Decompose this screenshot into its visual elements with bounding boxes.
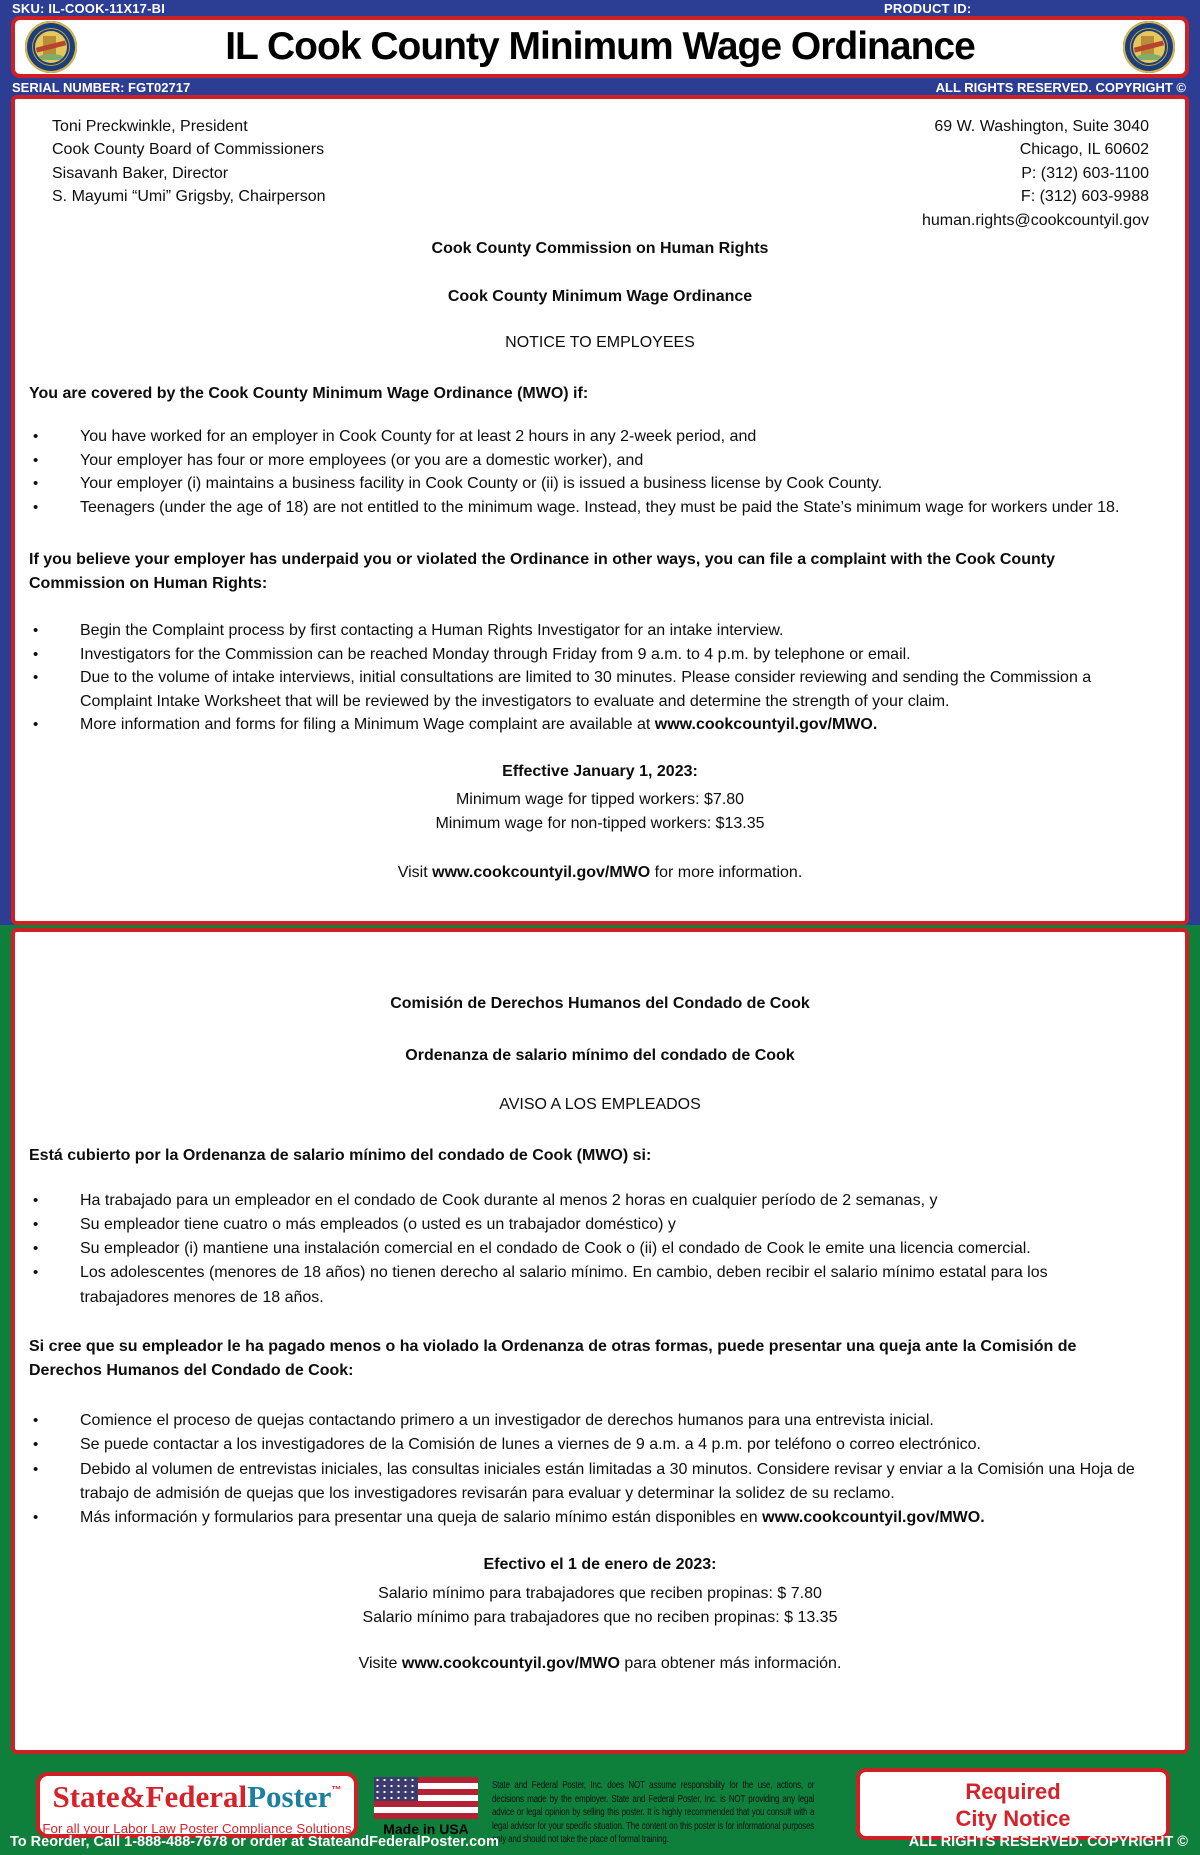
non-tipped-wage-line: Minimum wage for non-tipped workers: $13.35 [435, 814, 765, 832]
notice-heading-es: AVISO A LOS EMPLEADOS [499, 1096, 701, 1113]
mwo-url-text: www.cookcountyil.gov/MWO. [762, 1508, 985, 1526]
fax-line: F: (312) 603-9988 [1020, 188, 1149, 206]
list-item: • Su empleador tiene cuatro o más empleados (o usted es un trabajador doméstico) y [15, 1213, 1135, 1237]
address-block [922, 115, 1149, 232]
list-item: • Your employer has four or more employees (or you are a domestic worker), and [15, 449, 1135, 473]
product-id-label: PRODUCT ID: [884, 1, 972, 16]
list-item: • Investigators for the Commission can be reached Monday through Friday from 9 a.m. to 4 p.m. by telephone or email. [15, 643, 1135, 667]
mwo-url-text: www.cookcountyil.gov/MWO [401, 1654, 620, 1672]
tipped-wage-line-es: Salario mínimo para trabajadores que reciben propinas: $ 7.80 [378, 1584, 822, 1602]
list-item: • Your employer (i) maintains a business facility in Cook County or (ii) is issued a business license by Cook County. [15, 472, 1135, 496]
poster-title: IL Cook County Minimum Wage Ordinance [225, 24, 975, 68]
list-item: • You have worked for an employer in Cook County for at least 2 hours in any 2-week period, and [15, 425, 1135, 449]
notice-heading: NOTICE TO EMPLOYEES [505, 334, 695, 352]
brand-wordmark [40, 1781, 354, 1820]
seal-shape [43, 36, 56, 56]
top-bar [0, 0, 1200, 16]
mwo-url-text: www.cookcountyil.gov/MWO [432, 864, 651, 882]
visit-line-es [15, 1652, 1185, 1677]
address-line: 69 W. Washington, Suite 3040 [934, 118, 1149, 135]
address-line: Chicago, IL 60602 [1019, 141, 1149, 159]
covered-list [15, 425, 1185, 519]
cook-county-seal-icon [25, 21, 77, 73]
covered-intro-es: Está cubierto por la Ordenanza de salario mínimo del condado de Cook (MWO) si: [29, 1146, 652, 1164]
required-notice-line2: City Notice [955, 1806, 1071, 1831]
commission-heading: Cook County Commission on Human Rights [431, 240, 769, 258]
serial-number: SERIAL NUMBER: FGT02717 [12, 80, 191, 95]
flag-canton [374, 1777, 418, 1801]
us-flag-icon [374, 1777, 478, 1819]
visit-suffix: for more information. [650, 864, 803, 882]
sku-label: SKU: IL-COOK-11X17-BI [12, 1, 166, 16]
rights-reserved-top: ALL RIGHTS RESERVED. COPYRIGHT © [935, 80, 1186, 95]
visit-prefix: Visite [358, 1654, 402, 1672]
phone-line: P: (312) 603-1100 [1021, 164, 1149, 182]
officials-list [52, 115, 326, 232]
complaint-intro-es: Si cree que su empleador le ha pagado menos o ha violado la Ordenanza de otras formas, puede presentar una queja ante la Comisión de Derechos Humanos del Condado de Cook: [29, 1337, 1077, 1379]
mwo-url-text: www.cookcountyil.gov/MWO. [654, 716, 878, 734]
list-item: • Comience el proceso de quejas contactando primero a un investigador de derechos humanos para una entrevista inicial. [15, 1409, 1135, 1433]
covered-intro: You are covered by the Cook County Minimum Wage Ordinance (MWO) if: [29, 384, 589, 402]
list-item [15, 1506, 1135, 1530]
list-item: • Los adolescentes (menores de 18 años) no tienen derecho al salario mínimo. En cambio, deben recibir el salario mínimo estatal para los trabajadores menores de 18 años. [15, 1261, 1135, 1309]
email-line: human.rights@cookcountyil.gov [921, 211, 1149, 229]
list-item: • Teenagers (under the age of 18) are not entitled to the minimum wage. Instead, they must be paid the State’s minimum wage for workers under 18. [15, 496, 1135, 520]
list-item: • Su empleador (i) mantiene una instalación comercial en el condado de Cook o (ii) el condado de Cook le emite una licencia comercial. [15, 1237, 1135, 1261]
tipped-wage-line: Minimum wage for tipped workers: $7.80 [455, 791, 745, 809]
commission-heading-es: Comisión de Derechos Humanos del Condado de Cook [390, 995, 810, 1012]
made-in-usa-badge [371, 1777, 481, 1837]
visit-suffix: para obtener más información. [619, 1654, 842, 1672]
complaint-list-es [15, 1409, 1185, 1530]
official-line: Sisavanh Baker, Director [52, 164, 229, 182]
non-tipped-wage-line-es: Salario mínimo para trabajadores que no reciben propinas: $ 13.35 [362, 1609, 838, 1627]
required-city-notice-badge [856, 1768, 1170, 1840]
spanish-panel [11, 928, 1189, 1754]
official-line: S. Mayumi “Umi” Grigsby, Chairperson [52, 188, 326, 206]
effective-date-heading-es: Efectivo el 1 de enero de 2023: [483, 1556, 717, 1574]
brand-part-state-federal: State&Federal [52, 1779, 248, 1814]
list-item: • Begin the Complaint process by first contacting a Human Rights Investigator for an intake interview. [15, 619, 1135, 643]
ordinance-heading: Cook County Minimum Wage Ordinance [447, 287, 753, 305]
visit-prefix: Visit [397, 864, 433, 882]
ordinance-heading-es: Ordenanza de salario mínimo del condado de Cook [405, 1046, 795, 1064]
complaint-intro: If you believe your employer has underpaid you or violated the Ordinance in other ways, you can file a complaint with the Cook County Commission on Human Rights: [29, 551, 1055, 592]
required-notice-line1: Required [965, 1779, 1061, 1804]
complaint-list [15, 619, 1185, 737]
list-item: • Due to the volume of intake interviews, initial consultations are limited to 30 minutes. Please consider reviewing and sending the Commission a Complaint Intake Worksheet that will be reviewed by the investigators to evaluate and determine the strength of your claim. [15, 666, 1135, 713]
rights-reserved-bottom: ALL RIGHTS RESERVED. COPYRIGHT © [908, 1834, 1188, 1850]
list-item: • Debido al volumen de entrevistas iniciales, las consultas iniciales están limitadas a 30 minutos. Considere revisar y enviar a la Comisión una Hoja de trabajo de admisión de quejas que los investigadores revisarán para evaluar y determinar la solidez de su reclamo. [15, 1458, 1135, 1506]
state-federal-poster-logo [36, 1772, 358, 1838]
list-item: • Se puede contactar a los investigadores de la Comisión de lunes a viernes de 9 a.m. a 4 p.m. por teléfono o correo electrónico. [15, 1433, 1135, 1457]
header [11, 16, 1189, 78]
bottom-bar [0, 1833, 1200, 1855]
visit-line [15, 861, 1185, 885]
seal-artwork [1133, 31, 1165, 63]
legal-disclaimer: State and Federal Poster, Inc. does NOT assume responsibility for the use, actions, or decisions made by the employer. State and Federal Poster, Inc. is NOT providing any legal advice or legal opinion by selling this poster. It is highly recommended that you consult with a legal advisor for your specific situation. The content on this poster is for informational purposes only and should not take the place of formal training. [492, 1779, 815, 1846]
list-item-text: More information and forms for filing a Minimum Wage complaint are available at [80, 716, 655, 734]
list-item [15, 713, 1135, 737]
brand-part-poster: Poster [247, 1779, 332, 1814]
official-line: Toni Preckwinkle, President [52, 118, 248, 135]
official-line: Cook County Board of Commissioners [52, 141, 325, 159]
brand-tagline: For all your Labor Law Poster Compliance Solutions [42, 1821, 352, 1836]
list-item: • Ha trabajado para un empleador en el condado de Cook durante al menos 2 horas en cualquier período de 2 semanas, y [15, 1189, 1135, 1213]
contact-block [15, 99, 1185, 232]
english-panel [11, 95, 1189, 925]
effective-date-heading: Effective January 1, 2023: [502, 762, 698, 780]
trademark-symbol: ™ [331, 1785, 342, 1796]
seal-shape [1141, 36, 1154, 56]
covered-list-es [15, 1189, 1185, 1310]
made-in-usa-label: Made in USA [383, 1821, 469, 1837]
cook-county-seal-icon [1123, 21, 1175, 73]
reorder-info: To Reorder, Call 1-888-488-7678 or order at StateandFederalPoster.com [10, 1834, 499, 1850]
seal-artwork [35, 31, 67, 63]
list-item-text: Más información y formularios para presentar una queja de salario mínimo están disponibles en [80, 1508, 763, 1526]
